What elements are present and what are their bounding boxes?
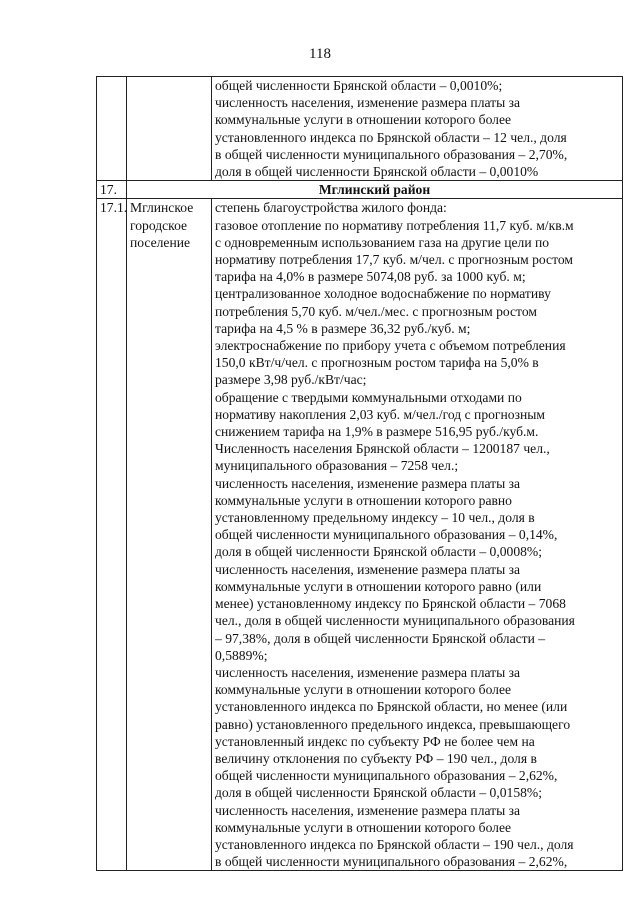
cell-name-empty <box>127 77 212 181</box>
text-line: в общей численности муниципального образования – 2,70%, <box>215 146 568 162</box>
text-line: степень благоустройства жилого фонда: <box>215 200 447 216</box>
text-line: установленного индекса по Брянской области, но менее (или <box>215 699 568 715</box>
text-line: общей численности муниципального образования – 0,14%, <box>215 527 558 543</box>
table-row-district <box>97 181 623 199</box>
text-line: муниципального образования – 7258 чел.; <box>215 458 459 474</box>
text-line: коммунальные услуги в отношении которого равно (или <box>215 578 542 594</box>
settlement-description <box>212 199 623 871</box>
settlement-number: 17.1. <box>97 199 127 871</box>
text-line: чел., доля в общей численности муниципального образования <box>215 613 575 629</box>
text-line: коммунальные услуги в отношении которого более <box>215 682 512 698</box>
page-number: 118 <box>309 46 331 62</box>
text-line: доля в общей численности Брянской области – 0,0008%; <box>215 544 543 560</box>
text-line: установленного индекса по Брянской области – 12 чел., доля <box>215 129 567 145</box>
text-line: 0,5889%; <box>215 647 268 663</box>
data-table <box>96 76 623 871</box>
text-line: Мглинское <box>130 200 194 216</box>
text-line: численность населения, изменение размера платы за <box>215 95 521 111</box>
text-line: доля в общей численности Брянской области – 0,0010% <box>215 164 539 180</box>
table-row-continuation <box>97 77 623 181</box>
settlement-name <box>127 199 212 871</box>
text-line: с одновременным использованием газа на другие цели по <box>215 234 550 250</box>
text-line: размере 3,98 руб./кВт/час; <box>215 372 367 388</box>
text-line: 150,0 кВт/ч/чел. с прогнозным ростом тарифа на 5,0% в <box>215 355 539 371</box>
text-line: численность населения, изменение размера платы за <box>215 802 521 818</box>
text-line: – 97,38%, доля в общей численности Брянской области – <box>215 630 546 646</box>
text-line: общей численности муниципального образования – 2,62%, <box>215 768 558 784</box>
text-line: общей численности Брянской области – 0,0010%; <box>215 78 503 93</box>
text-line: доля в общей численности Брянской области – 0,0158%; <box>215 785 543 801</box>
text-line: численность населения, изменение размера платы за <box>215 561 521 577</box>
text-line: коммунальные услуги в отношении которого более <box>215 112 512 128</box>
text-line: нормативу потребления 17,7 куб. м/чел. с прогнозным ростом <box>215 252 573 268</box>
text-line: установленный индекс по субъекту РФ не более чем на <box>215 733 535 749</box>
text-line: установленного индекса по Брянской области – 190 чел., доля <box>215 836 574 852</box>
text-line: менее) установленному индексу по Брянской области – 7068 <box>215 596 566 612</box>
text-line: поселение <box>130 234 191 250</box>
text-line: в общей численности муниципального образования – 2,62%, <box>215 854 568 870</box>
text-line: равно) установленного предельного индекса, превышающего <box>215 716 571 732</box>
district-title: Мглинский район <box>127 181 623 199</box>
text-line: газовое отопление по нормативу потребления 11,7 куб. м/кв.м <box>215 217 574 233</box>
text-line: численность населения, изменение размера платы за <box>215 664 521 680</box>
text-line: электроснабжение по прибору учета с объемом потребления <box>215 338 566 354</box>
text-line: снижением тарифа на 1,9% в размере 516,95 руб./куб.м. <box>215 424 539 440</box>
text-line: Численность населения Брянской области – 1200187 чел., <box>215 441 550 457</box>
text-line: нормативу накопления 2,03 куб. м/чел./год с прогнозным <box>215 406 545 422</box>
table-row-settlement <box>97 199 623 871</box>
cell-number-empty <box>97 77 127 181</box>
text-line: потребления 5,70 куб. м/чел./мес. с прогнозным ростом <box>215 303 537 319</box>
text-line: обращение с твердыми коммунальными отходами по <box>215 389 522 405</box>
text-line: численность населения, изменение размера платы за <box>215 475 521 491</box>
district-number: 17. <box>97 181 127 199</box>
text-line: городское <box>130 217 188 233</box>
text-line: величину отклонения по субъекту РФ – 190 чел., доля в <box>215 750 537 766</box>
text-line: тарифа на 4,0% в размере 5074,08 руб. за 1000 куб. м; <box>215 269 526 285</box>
text-line: тарифа на 4,5 % в размере 36,32 руб./куб. м; <box>215 320 471 336</box>
text-line: коммунальные услуги в отношении которого более <box>215 819 512 835</box>
text-line: коммунальные услуги в отношении которого равно <box>215 492 512 508</box>
text-line: установленному предельному индексу – 10 чел., доля в <box>215 510 535 526</box>
text-line: централизованное холодное водоснабжение по нормативу <box>215 286 551 302</box>
cell-description <box>212 77 623 181</box>
